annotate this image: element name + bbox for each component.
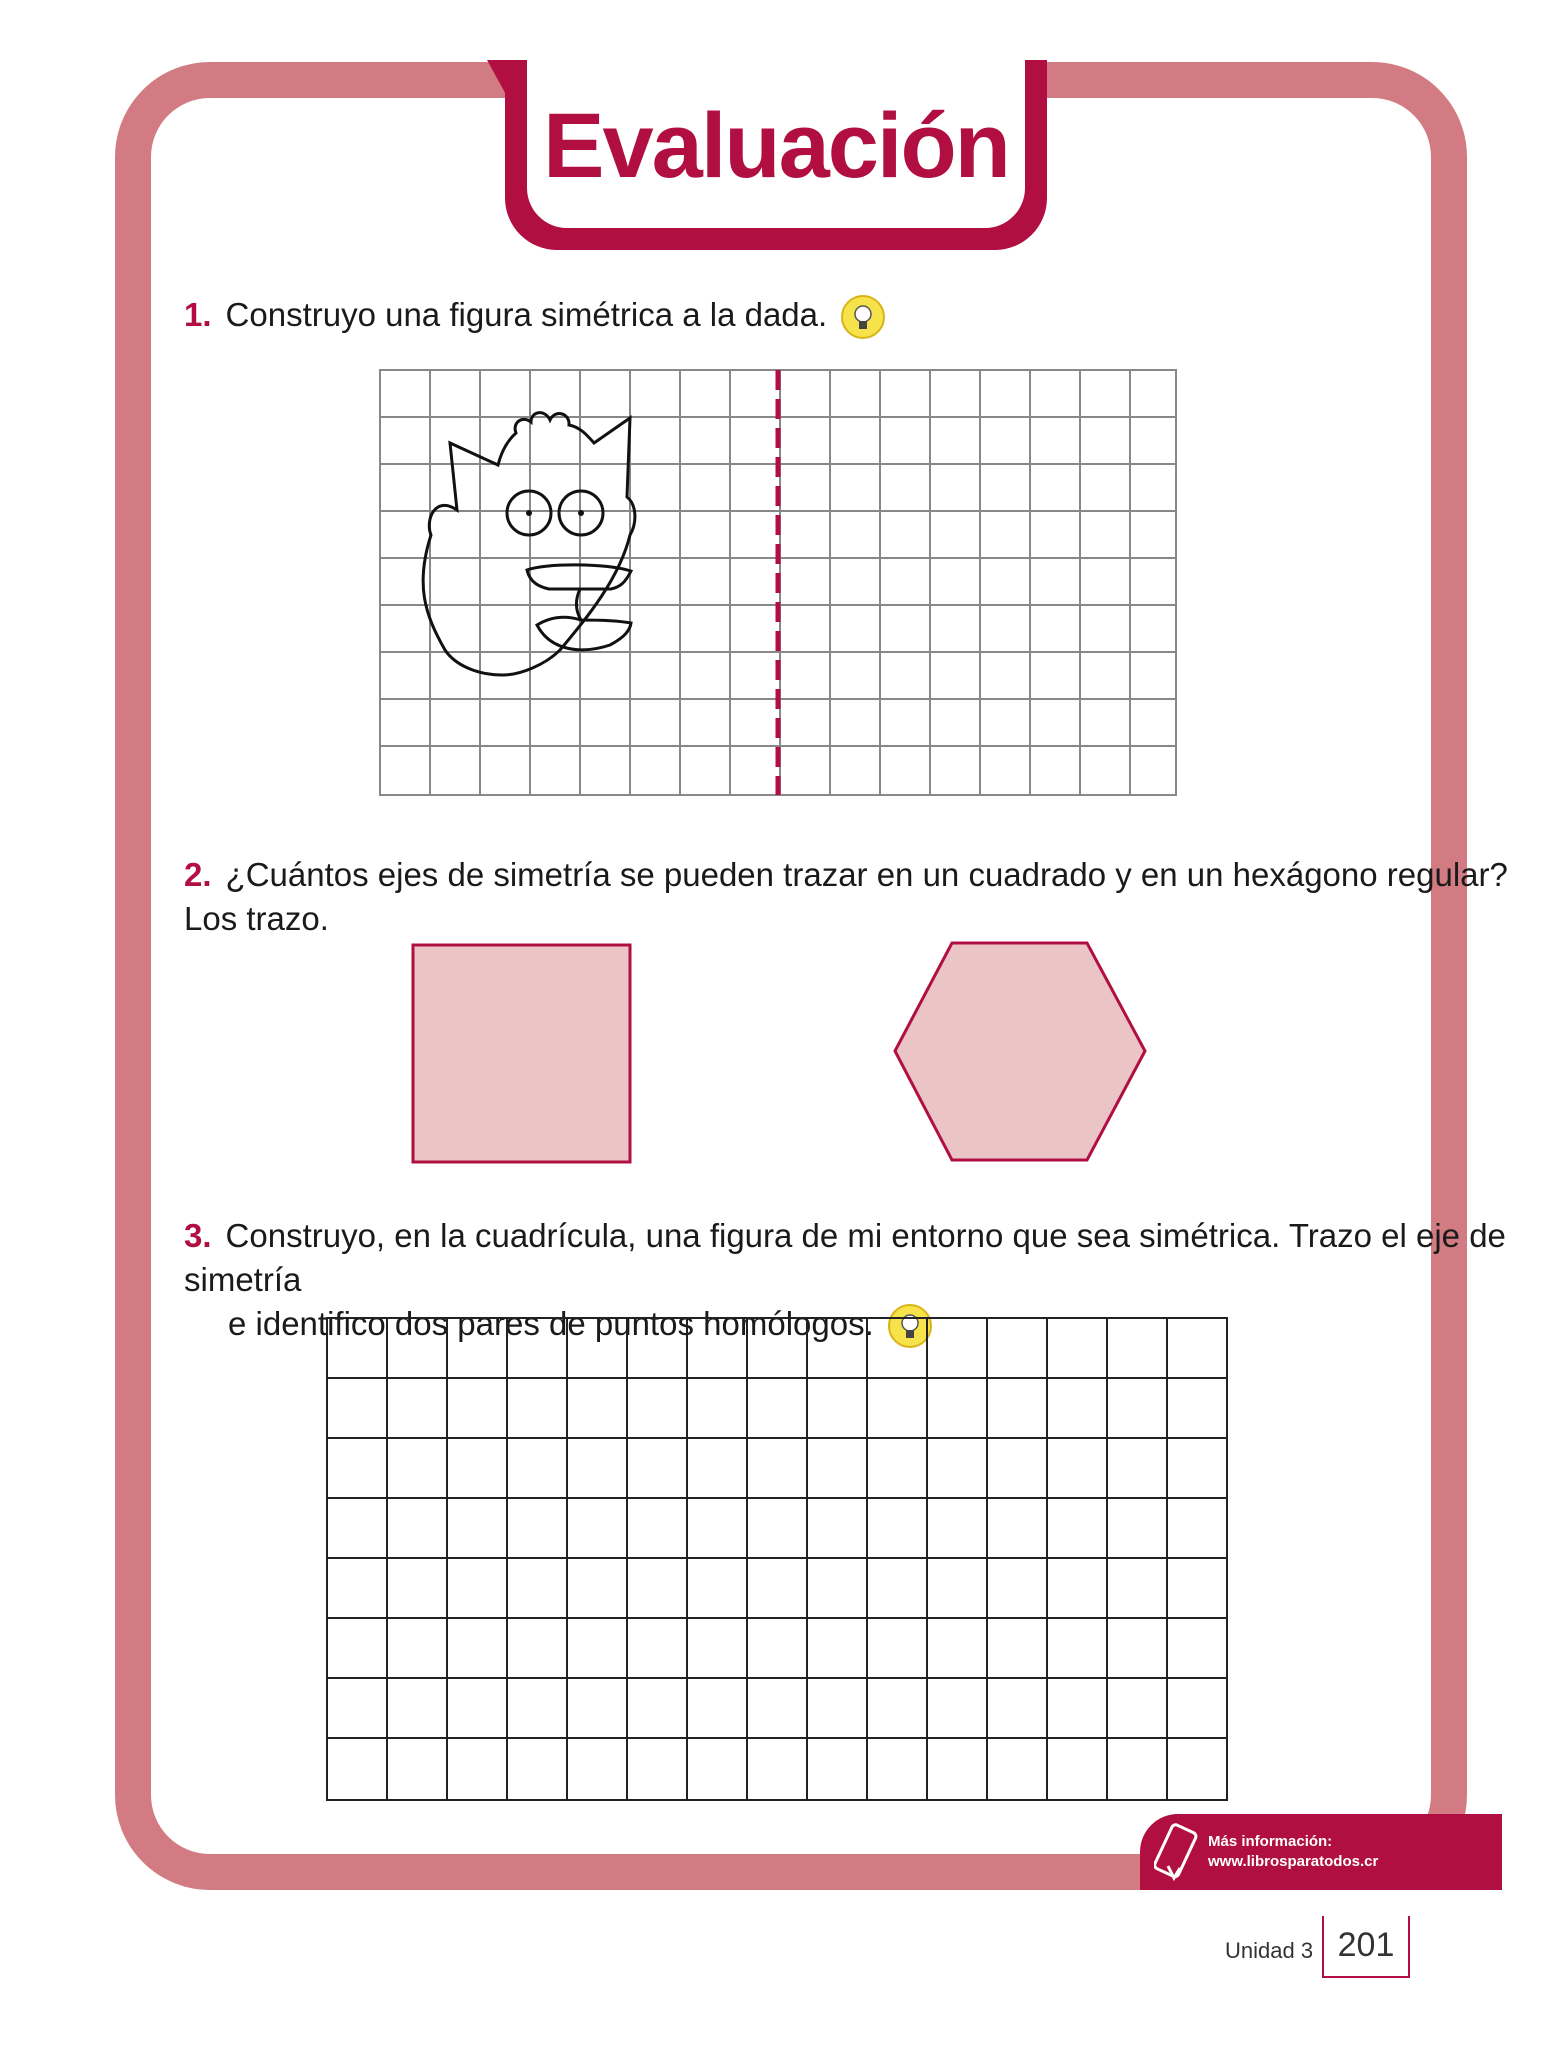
title-tab	[505, 60, 1047, 250]
question-text: ¿Cuántos ejes de simetría se pueden trazar en un cuadrado y en un hexágono regular? Los trazo.	[184, 856, 1508, 937]
page-number: 201	[1337, 1926, 1395, 1964]
right-eye-pupil	[578, 510, 584, 516]
pencil-icon	[1154, 1822, 1202, 1882]
question-number: 3.	[184, 1217, 212, 1254]
grid-3[interactable]	[325, 1316, 1231, 1806]
question-text: Construyo una figura simétrica a la dada.	[225, 296, 828, 333]
more-info-box[interactable]	[1140, 1814, 1502, 1890]
title-inner	[527, 60, 1025, 228]
page-title: Evaluación	[543, 94, 1009, 197]
more-info-url[interactable]: www.librosparatodos.cr	[1208, 1853, 1379, 1870]
grid-1	[375, 365, 1180, 800]
grid-3-lines	[327, 1318, 1227, 1800]
question-number: 1.	[184, 296, 212, 333]
question-1	[184, 293, 886, 340]
unit-label: Unidad 3	[1225, 1938, 1314, 1963]
more-info-label: Más información:	[1208, 1833, 1333, 1850]
lightbulb-icon	[840, 294, 886, 340]
more-info-text	[1208, 1832, 1378, 1872]
page-number-box	[1322, 1916, 1410, 1978]
question-number: 2.	[184, 856, 212, 893]
animal-face-figure	[423, 406, 635, 675]
left-eye-pupil	[526, 510, 532, 516]
square-shape	[408, 940, 638, 1168]
question-text-line-2: e identifico dos pares de puntos homólogos.	[228, 1305, 874, 1342]
question-text-line-1: Construyo, en la cuadrícula, una figura de mi entorno que sea simétrica. Trazo el eje de simetría	[184, 1217, 1506, 1298]
hexagon-shape	[890, 938, 1155, 1170]
question-2	[184, 853, 1564, 941]
